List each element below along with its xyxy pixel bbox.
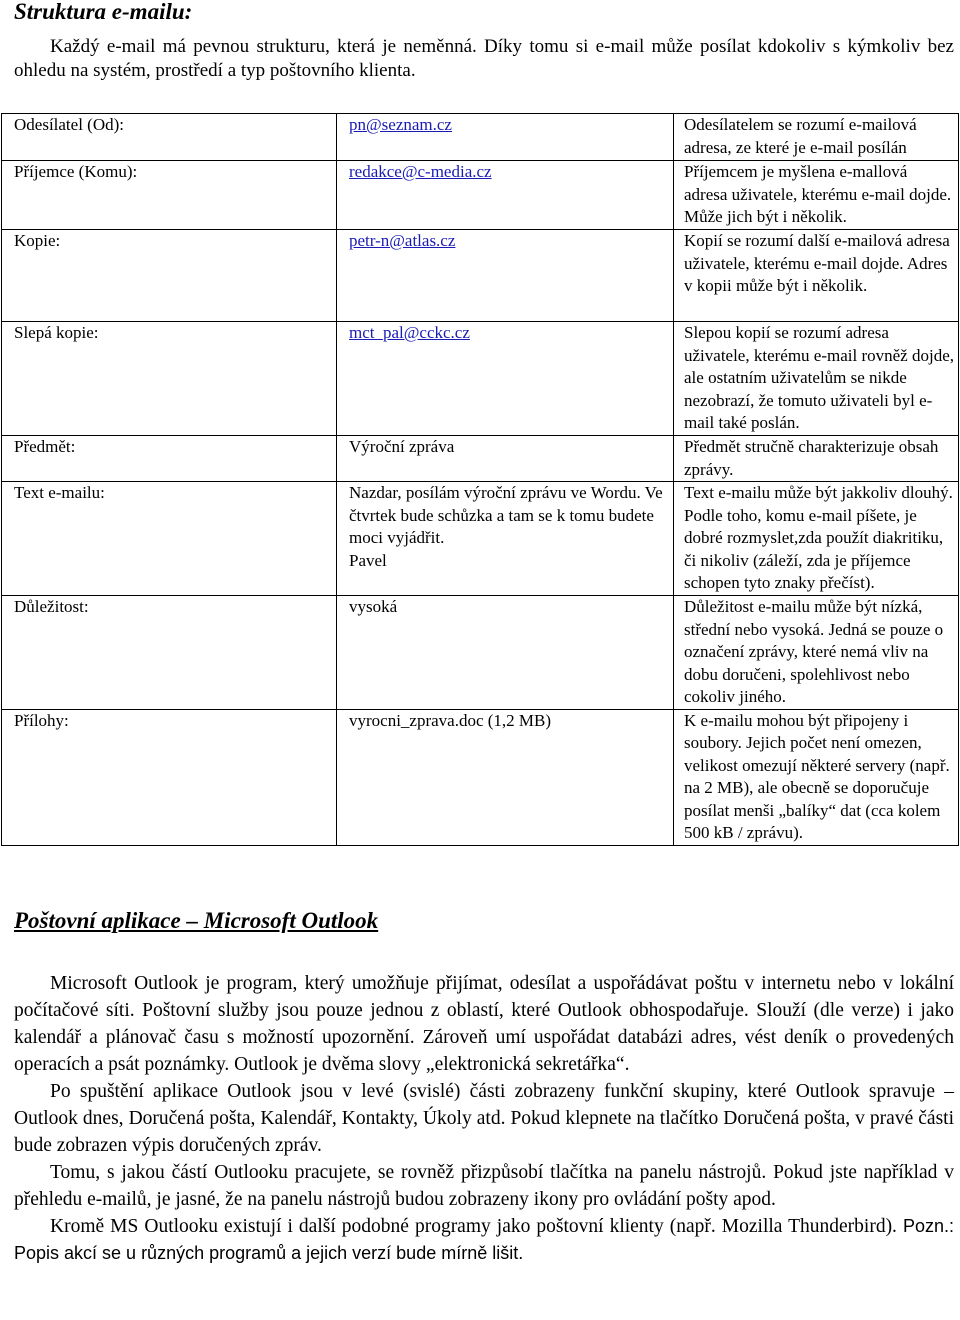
table-row-copy — [2, 230, 959, 322]
field-description: Příjemcem je myšlena e-mallová adresa uživatele, kterému e-mail dojde. Může jich být i několik. — [674, 161, 959, 230]
paragraph-last — [14, 1213, 954, 1267]
paragraph-text: Kromě MS Outlooku existují i další podobné programy jako poštovní klienty (např. Mozilla Thunderbird). — [50, 1216, 897, 1237]
field-value: vyrocni_zprava.doc (1,2 MB) — [337, 709, 674, 845]
message-signature: Pavel — [349, 550, 387, 570]
paragraph: Tomu, s jakou částí Outlooku pracujete, se rovněž přizpůsobí tlačítka na panelu nástrojů. Pokud jste například v přehledu e-mailů, je jasné, že na panelu nástrojů budou zobrazeny ikony pro ovládání pošty apod. — [14, 1162, 954, 1210]
field-description: Text e-mailu může být jakkoliv dlouhý. Podle toho, komu e-mail píšete, je dobré rozmyslet,zda použít diakritiku, či nikoliv (záleží, zda je příjemce schopen tyto znaky přečíst). — [674, 482, 959, 596]
section-title-outlook: Poštovní aplikace – Microsoft Outlook — [14, 908, 379, 933]
paragraph: Microsoft Outlook je program, který umožňuje přijímat, odesílat a uspořádávat poštu v internetu nebo v lokální počítačové síti. Poštovní služby jsou pouze jednou z oblastí, které Outlook obhospodařuje. Slouží (dle verze) i jako kalendář a plánovač času s možností upozornění. Zároveň umí uspořádat databázi adres, vést deník o provedených operacích a psát poznámky. Outlook je dvěma slovy „elektronická sekretářka“. — [14, 973, 954, 1075]
field-description: K e-mailu mohou být připojeny i soubory. Jejich počet není omezen, velikost omezují některé servery (např. na 2 MB), ale obecně se doporučuje posílat menši „balíky“ dat (cca kolem 500 kB / zprávu). — [674, 709, 959, 845]
field-label: Předmět: — [2, 436, 337, 482]
field-description: Slepou kopií se rozumí adresa uživatele, kterému e-mail rovněž dojde, ale ostatním uživatelům se nikde nezobrazí, že tomuto uživateli byl e-mail také poslán. — [674, 322, 959, 436]
field-value-cell — [337, 161, 674, 230]
table-row-body — [2, 482, 959, 596]
table-row-subject — [2, 436, 959, 482]
intro-paragraph — [14, 35, 954, 83]
field-value-cell — [337, 482, 674, 596]
recipient-email-link[interactable]: redakce@c-media.cz — [349, 162, 492, 181]
field-label: Kopie: — [2, 230, 337, 322]
note-text: Pozn.: Popis akcí se u různých programů a jejich verzí bude mírně lišit. — [14, 1216, 954, 1263]
intro-text: Každý e-mail má pevnou strukturu, která je neměnná. Díky tomu si e-mail může posílat kdokoliv s kýmkoliv bez ohledu na systém, prostředí a typ poštovního klienta. — [14, 36, 954, 81]
field-value-cell — [337, 230, 674, 322]
field-value-cell — [337, 322, 674, 436]
field-label: Důležitost: — [2, 596, 337, 710]
table-row-attachments — [2, 709, 959, 845]
section-title-email-structure: Struktura e-mailu: — [14, 0, 193, 24]
field-label: Slepá kopie: — [2, 322, 337, 436]
outlook-body — [14, 970, 954, 1267]
copy-email-link[interactable]: petr-n@atlas.cz — [349, 231, 456, 250]
message-text: Nazdar, posílám výroční zprávu ve Wordu. Ve čtvrtek bude schůzka a tam se k tomu budete moci vyjádřit. — [349, 483, 663, 547]
field-description: Důležitost e-mailu může být nízká, střední nebo vysoká. Jedná se pouze o označení zprávy, které nemá vliv na dobu doručeni, spolehlivost nebo cokoliv jiného. — [674, 596, 959, 710]
sender-email-link[interactable]: pn@seznam.cz — [349, 115, 452, 134]
email-structure-table — [1, 113, 959, 846]
table-row-sender — [2, 114, 959, 161]
field-description: Odesílatelem se rozumí e-mailová adresa, ze které je e-mail posílán — [674, 114, 959, 161]
field-description: Předmět stručně charakterizuje obsah zprávy. — [674, 436, 959, 482]
field-label: Přílohy: — [2, 709, 337, 845]
field-label: Text e-mailu: — [2, 482, 337, 596]
paragraph: Po spuštění aplikace Outlook jsou v levé (svislé) části zobrazeny funkční skupiny, které Outlook spravuje – Outlook dnes, Doručená pošta, Kalendář, Kontakty, Úkoly atd. Pokud klepnete na tlačítko Doručená pošta, v pravé části bude zobrazen výpis doručených zpráv. — [14, 1081, 954, 1156]
field-label: Příjemce (Komu): — [2, 161, 337, 230]
field-value-cell — [337, 114, 674, 161]
field-label: Odesílatel (Od): — [2, 114, 337, 161]
field-value: Výroční zpráva — [337, 436, 674, 482]
table-row-recipient — [2, 161, 959, 230]
field-value: vysoká — [337, 596, 674, 710]
field-description: Kopií se rozumí další e-mailová adresa uživatele, kterému e-mail dojde. Adres v kopii může být i několik. — [674, 230, 959, 322]
table-row-importance — [2, 596, 959, 710]
table-row-blind-copy — [2, 322, 959, 436]
blind-copy-email-link[interactable]: mct_pal@cckc.cz — [349, 323, 470, 342]
